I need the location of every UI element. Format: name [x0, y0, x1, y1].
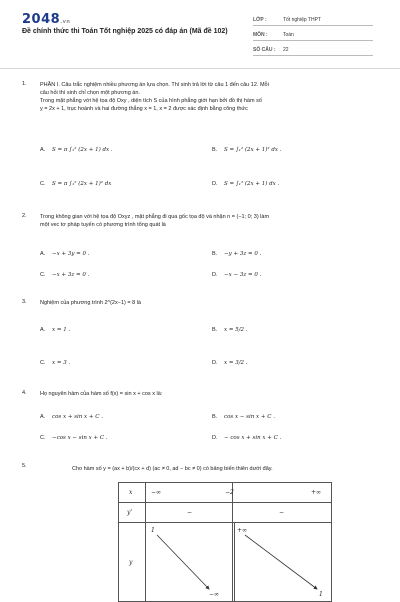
option-a[interactable] — [40, 147, 113, 153]
x-neg-infinity: −∞ — [151, 489, 162, 496]
question-4-text: Họ nguyên hàm của hàm số f(x) = sin x + cos x là: — [40, 391, 163, 397]
q1-line: y = 2x + 1, trục hoành và hai đường thẳng x = 1, x = 2 được xác định bằng công thức — [40, 106, 248, 112]
meta-divider — [253, 55, 373, 56]
question-5-text: Cho hàm số y = (ax + b)/(cx + d) (ac ≠ 0, ad − bc ≠ 0) có bảng biến thiên dưới đây. — [72, 466, 273, 472]
option-label: A. — [40, 327, 46, 333]
option-a[interactable] — [40, 327, 70, 333]
option-label: A. — [40, 414, 46, 420]
y-row-label: y — [129, 559, 133, 566]
option-label: D. — [212, 360, 218, 366]
option-text: cos x + sin x + C . — [52, 414, 103, 420]
option-a[interactable] — [40, 251, 90, 257]
option-text: S = π ∫₁² (2x + 1)² dx — [52, 181, 112, 187]
option-text: x = 5/2 . — [224, 327, 248, 333]
option-text: −cos x − sin x + C . — [52, 435, 108, 441]
q1-line: Trong mặt phẳng với hệ tọa độ Oxy , diện tích S của hình phẳng giới hạn bởi đồ thị hàm số — [40, 98, 262, 104]
option-label: D. — [212, 181, 218, 187]
decreasing-arrow-left — [157, 535, 209, 589]
option-c[interactable] — [40, 435, 108, 441]
option-b[interactable] — [212, 147, 281, 153]
variation-table — [118, 482, 332, 602]
y-left-bottom-value: −∞ — [209, 591, 220, 598]
meta-lop-label: LỚP : — [253, 17, 267, 23]
meta-mon — [253, 32, 294, 38]
option-text: S = ∫₁² (2x + 1)² dx . — [224, 147, 282, 153]
meta-divider — [253, 40, 373, 41]
option-text: − cos x + sin x + C . — [224, 435, 282, 441]
meta-lop — [253, 17, 321, 23]
header-separator — [0, 68, 400, 69]
page-header — [0, 0, 400, 64]
option-d[interactable] — [212, 360, 248, 366]
question-number: 5. — [22, 463, 27, 469]
option-label: C. — [40, 435, 46, 441]
option-label: A. — [40, 251, 46, 257]
option-text: S = π ∫₁² (2x + 1) dx . — [52, 147, 113, 153]
option-text: cos x − sin x + C . — [224, 414, 275, 420]
option-label: B. — [212, 327, 218, 333]
decreasing-arrow-right — [245, 535, 317, 589]
x-pos-infinity: +∞ — [311, 489, 322, 496]
option-a[interactable] — [40, 414, 103, 420]
option-c[interactable] — [40, 272, 89, 278]
question-number: 4. — [22, 390, 27, 396]
meta-socau-label: SỐ CÂU : — [253, 47, 276, 53]
meta-mon-value: Toán — [283, 32, 294, 38]
option-text: x = 3 . — [52, 360, 71, 366]
option-text: −y + 3z = 0 . — [224, 251, 262, 257]
option-label: B. — [212, 414, 218, 420]
question-1-text — [40, 81, 380, 113]
meta-mon-label: MÔN : — [253, 32, 268, 38]
option-b[interactable] — [212, 327, 248, 333]
option-label: C. — [40, 181, 46, 187]
option-label: D. — [212, 272, 218, 278]
meta-socau — [253, 47, 289, 53]
derivative-sign-left: − — [187, 509, 193, 516]
q2-line: một vec tơ pháp tuyến có phương trình tổng quát là — [40, 222, 166, 228]
option-label: C. — [40, 360, 46, 366]
yprime-row-label: y' — [127, 509, 133, 516]
meta-lop-value: Tốt nghiệp THPT — [283, 17, 321, 23]
option-d[interactable] — [212, 181, 279, 187]
derivative-sign-right: − — [279, 509, 285, 516]
logo-text: 2048 — [22, 12, 61, 27]
y-right-top-value: +∞ — [237, 527, 248, 534]
x-critical-value: −2 — [225, 489, 234, 496]
y-left-top-value: 1 — [151, 527, 155, 534]
question-number: 1. — [22, 81, 27, 87]
option-label: B. — [212, 147, 218, 153]
logo-suffix: .vn — [60, 19, 71, 25]
meta-divider — [253, 25, 373, 26]
option-label: D. — [212, 435, 218, 441]
question-3-text: Nghiệm của phương trình 2^(2x−1) = 8 là — [40, 300, 141, 306]
option-label: C. — [40, 272, 46, 278]
option-text: −x + 3z = 0 . — [52, 272, 90, 278]
option-label: A. — [40, 147, 46, 153]
option-text: S = ∫₁² (2x + 1) dx . — [224, 181, 280, 187]
option-text: −x + 3y = 0 . — [52, 251, 90, 257]
q2-line: Trong không gian với hệ tọa độ Oxyz , mặt phẳng đi qua gốc tọa độ và nhận n = (−1; 0; 3) làm — [40, 214, 270, 220]
option-c[interactable] — [40, 181, 111, 187]
variation-arrows — [119, 483, 331, 601]
option-label: B. — [212, 251, 218, 257]
option-b[interactable] — [212, 251, 261, 257]
option-b[interactable] — [212, 414, 275, 420]
question-number: 2. — [22, 213, 27, 219]
q1-line: câu hỏi thí sinh chỉ chọn một phương án. — [40, 90, 140, 96]
x-row-label: x — [129, 489, 133, 496]
page-title: Đề chính thức thi Toán Tốt nghiệp 2025 có đáp án (Mã đề 102) — [22, 28, 228, 35]
option-text: x = 3/2 . — [224, 360, 248, 366]
option-text: x = 1 . — [52, 327, 71, 333]
q1-line: PHẦN I. Câu trắc nghiệm nhiều phương án lựa chọn. Thí sinh trả lời từ câu 1 đến câu 12. Mỗi — [40, 82, 269, 88]
option-c[interactable] — [40, 360, 70, 366]
option-d[interactable] — [212, 272, 261, 278]
option-text: −x − 3z = 0 . — [224, 272, 262, 278]
question-2-text — [40, 213, 385, 229]
meta-socau-value: 22 — [283, 47, 289, 53]
y-right-bottom-value: 1 — [319, 591, 323, 598]
question-number: 3. — [22, 299, 27, 305]
option-d[interactable] — [212, 435, 281, 441]
site-logo[interactable] — [22, 12, 70, 27]
